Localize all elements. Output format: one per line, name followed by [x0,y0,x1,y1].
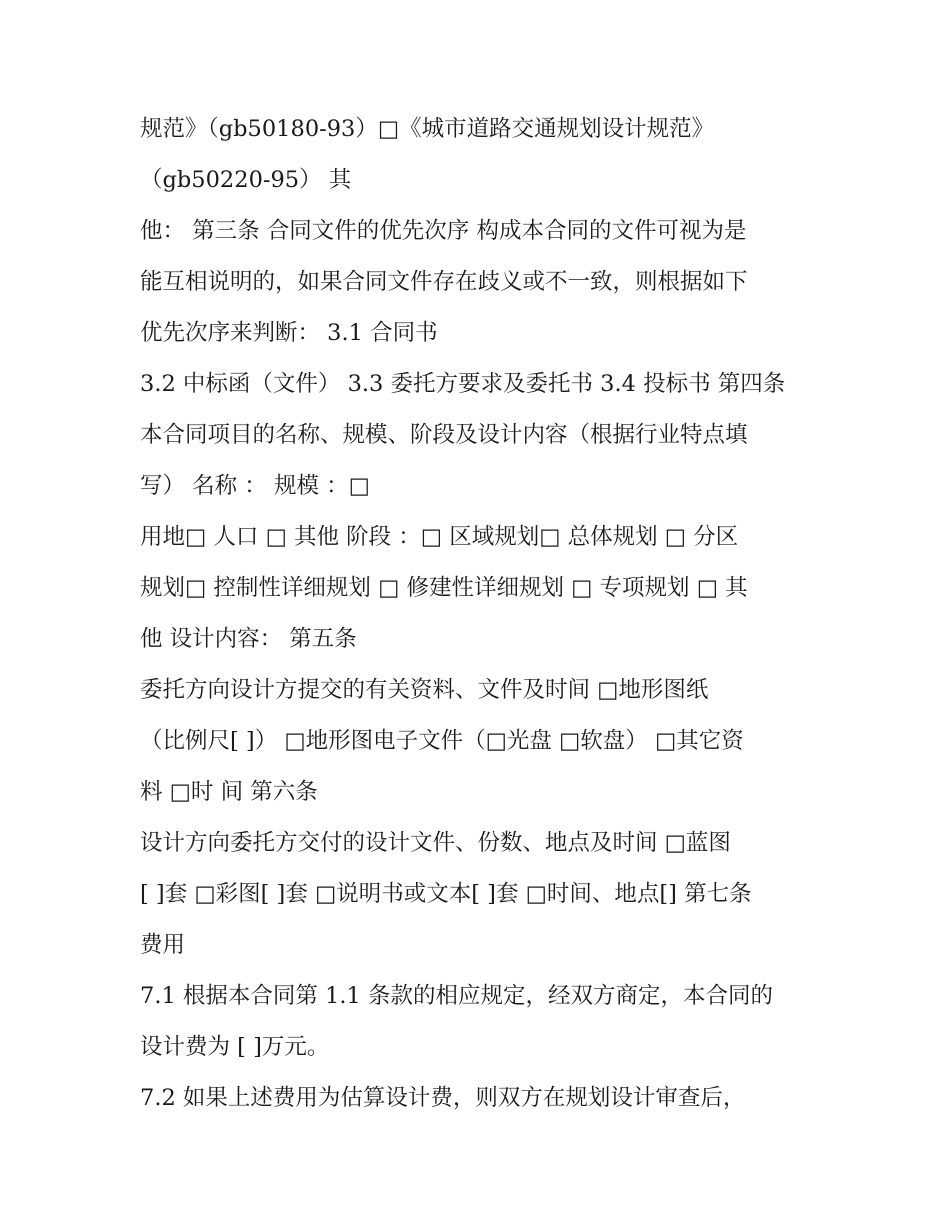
text-line: 3.2 中标函（文件） 3.3 委托方要求及委托书 3.4 投标书 第四条 [140,371,786,397]
text-line: 他： 第三条 合同文件的优先次序 构成本合同的文件可视为是 [140,218,747,244]
document-body [140,107,820,1127]
text-line: 费用 [140,932,186,958]
text-line: 写） 名称 ： 规模 ：□ [140,473,370,499]
text-line: 他 设计内容： 第五条 [140,626,357,652]
text-line: [ ]套 □彩图[ ]套 □说明书或文本[ ]套 □时间、地点[] 第七条 [140,881,752,907]
text-line: 能互相说明的，如果合同文件存在歧义或不一致，则根据如下 [140,269,748,295]
text-line: 规划□ 控制性详细规划 □ 修建性详细规划 □ 专项规划 □ 其 [140,575,748,601]
text-line: 优先次序来判断： 3.1 合同书 [140,320,438,346]
text-line: 7.2 如果上述费用为估算设计费，则双方在规划设计审查后， [140,1085,746,1111]
text-line: 本合同项目的名称、规模、阶段及设计内容（根据行业特点填 [140,422,748,448]
text-line: 委托方向设计方提交的有关资料、文件及时间 □地形图纸 [140,677,709,703]
text-line: 料 □时 间 第六条 [140,779,318,805]
text-line: 设计费为 [ ]万元。 [140,1034,330,1060]
text-line: 设计方向委托方交付的设计文件、份数、地点及时间 □蓝图 [140,830,731,856]
text-line: 规范》（gb50180-93）□《城市道路交通规划设计规范》 [140,116,715,142]
text-line: 7.1 根据本合同第 1.1 条款的相应规定，经双方商定，本合同的 [140,983,774,1009]
text-line: （比例尺[ ]） □地形图电子文件（□光盘 □软盘） □其它资 [140,728,744,754]
text-line: 用地□ 人口 □ 其他 阶段 ：□ 区域规划□ 总体规划 □ 分区 [140,524,739,550]
text-line: （gb50220-95） 其 [140,167,352,193]
